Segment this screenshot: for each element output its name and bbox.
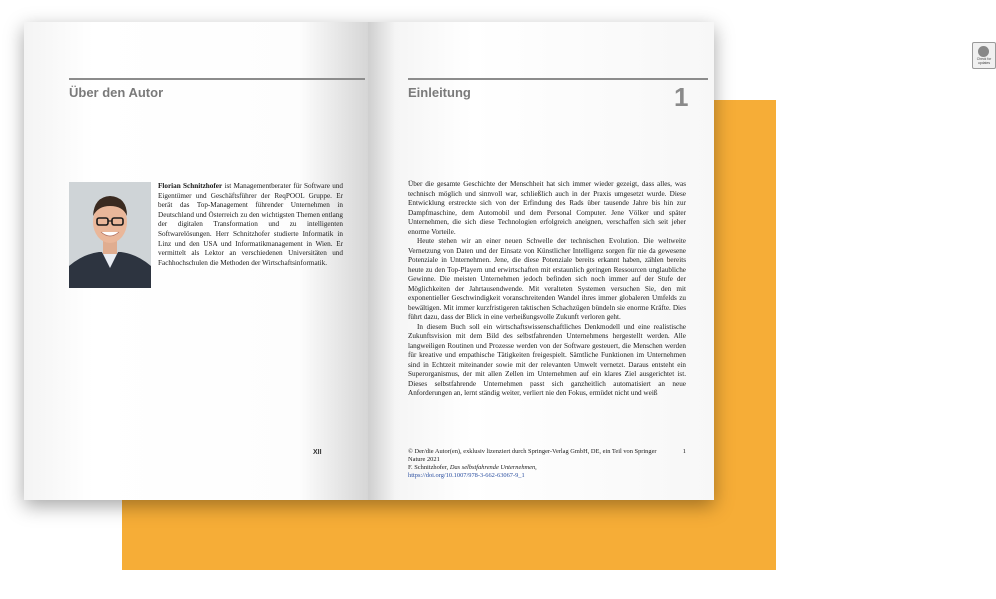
check-for-updates-badge[interactable] [972,42,996,69]
author-photo [69,182,151,288]
author-name: Florian Schnitzhofer [158,182,223,190]
heading-rule [408,78,708,80]
paragraph: In diesem Buch soll ein wirtschaftswissenschaftliches Denkmodell und eine realistische Zukunftsvision mit dem Bild des selbstfahrenden Unternehmens hergestellt werden. Alle langweiligen Routinen und Prozesse werden von der Software gesteuert, die Menschen werden für kreative und empathische Tätigkeiten freigespielt. Sämtliche Funktionen im Unternehmen sind in Echtzeit miteinander sowie mit der relevanten Umwelt vernetzt. Daraus entsteht ein Superorganismus, der mit allen Zellen im Unternehmen auf ein klares Ziel ausgerichtet ist. Dieses selbstfahrende Unternehmen passt sich ganzheitlich automatisiert an neue Anforderungen an, lernt ständig weiter, verliert nie den Fokus, ermüdet nicht und weiß [408,322,686,397]
citation-title: Das selbstfahrende Unternehmen [449,464,536,471]
heading-rule [69,78,365,80]
right-page-number: 1 [682,448,686,455]
chapter-number: 1 [674,82,689,112]
right-page [368,22,992,500]
footnote [408,448,686,480]
citation-author: F. Schnitzhofer, [408,464,450,471]
left-page-number: XII [313,449,322,456]
paragraph: Über die gesamte Geschichte der Menschheit hat sich immer wieder gezeigt, dass alles, was technisch möglich und sinnvoll war, schließlich auch in der Praxis umgesetzt wurde. Diese Entwicklung erstreckte sich von der Erfindung des Rads über tausende Jahre bis hin zur Dampfmaschine, dem Automobil und dem Personal Computer. Jene Völker und später Unternehmen, die sich diese Technologien erfolgreich aneignen, verschaffen sich seit jeher enorme Vorteile. [408,180,686,236]
citation-suffix: , [535,464,537,471]
copyright-line: © Der/die Autor(en), exklusiv lizenziert durch Springer-Verlag GmbH, DE, ein Teil von Springer Nature 2021 [408,448,657,463]
section-heading-author: Über den Autor [69,85,164,100]
paragraph: Heute stehen wir an einer neuen Schwelle der technischen Evolution. Die weltweite Vernetzung von Daten und der Einsatz von Künstlicher Intelligenz sorgen für nie da gewesene Potenziale in Unternehmen. Jene, die diese Potenziale bereits erkannt haben, zählen bereits heute zu den Top-Playern und erwirtschaften mit erstaunlich geringen Ressourcen unglaubliche Gewinne. Die meisten Unternehmen jedoch befinden sich noch immer auf der Stufe der Möglichkeiten der Jahrtausendwende. Mit veralteten Systemen versuchen Sie, den mit exponentieller Geschwindigkeit voranschreitenden Wandel ihres immer globaleren Umfelds zu bewältigen. Mit immer kurzfristigeren taktischen Schachzügen bündeln sie enorme Kräfte. Dies führt dazu, dass der Blick in eine verheißungsvolle Zukunft verloren geht. [408,237,686,321]
doi-link[interactable]: https://doi.org/10.1007/978-3-662-63067-9_1 [408,472,525,479]
chapter-title: Einleitung [408,85,471,100]
badge-label: Check for updates [976,57,992,65]
updates-icon [978,46,989,57]
open-book [24,22,992,500]
left-page [24,22,368,500]
chapter-body [408,180,686,399]
author-bio [158,182,343,268]
citation-line [408,464,686,472]
author-bio-text: ist Managementberater für Software und Eigentümer und Geschäftsführer der ReqPOOL Gruppe. Er berät das Top-Management führender Unternehmen in Deutschland und Österreich zu den wichtigsten Themen entlang der digitalen Transformation und zu intelligenten Softwarelösungen. Herr Schnitzhofer studierte Informatik in Linz und den USA und Informatikmanagement in Wien. Er vermittelt als Lektor an verschiedenen Universitäten und Fachhochschulen die Methoden der Wirtschaftsinformatik. [158,182,344,267]
